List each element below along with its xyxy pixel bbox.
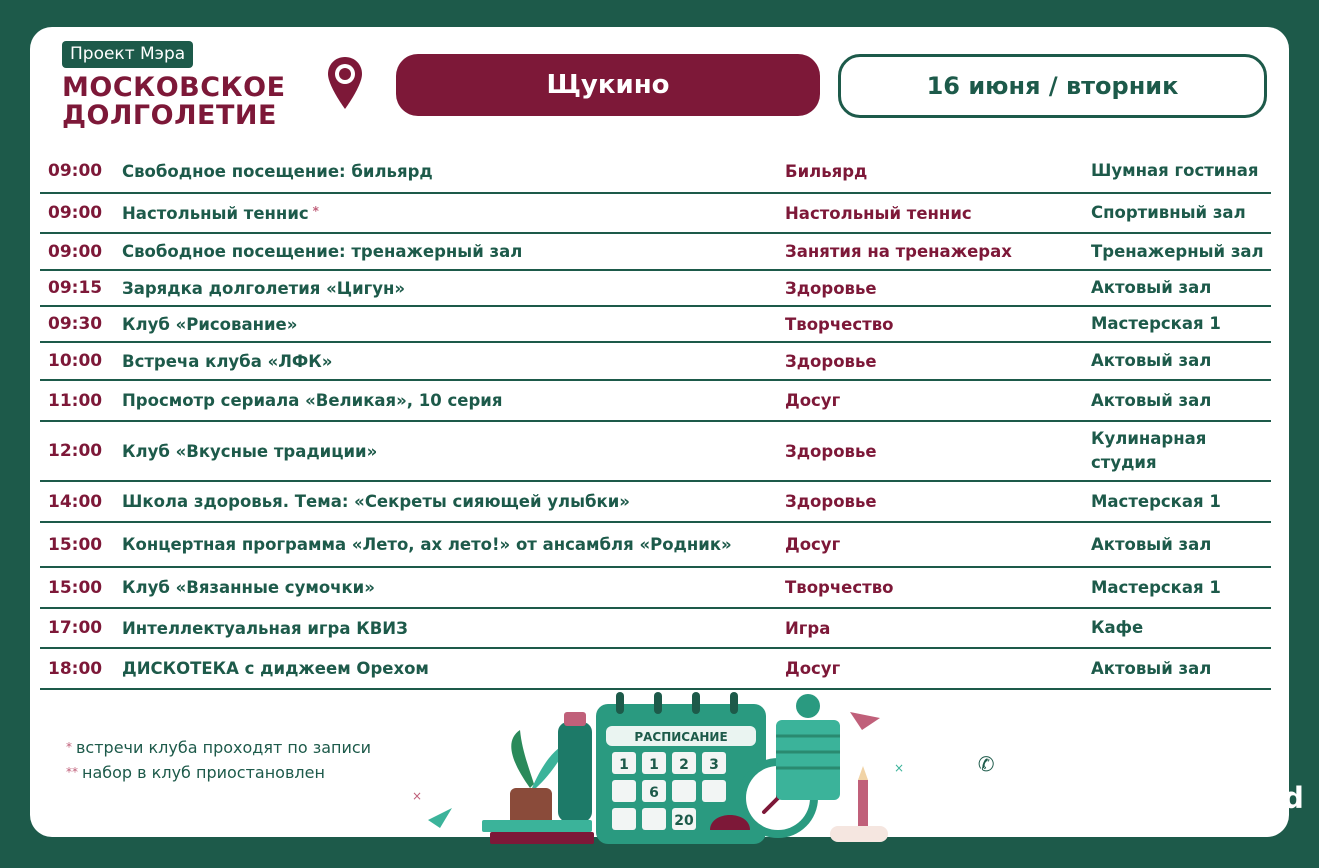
footnote-2: ** набор в клуб приостановлен: [66, 763, 325, 782]
event-category: Досуг: [785, 535, 841, 554]
calendar-cell: 1: [649, 757, 659, 773]
svg-text:×: ×: [894, 761, 905, 775]
phone-icon: ✆: [970, 747, 1002, 781]
event-room: Актовый зал: [1091, 390, 1212, 410]
schedule-row: [40, 234, 1271, 271]
event-title: Концертная программа «Лето, ах лето!» от ансамбля «Родник»: [122, 535, 732, 554]
date-pill: 16 июня / вторник: [838, 54, 1267, 118]
website-url: mos.ru/md: [1129, 781, 1304, 815]
event-category: Здоровье: [785, 351, 877, 371]
event-title: ДИСКОТЕКА с диджеем Орехом: [122, 659, 429, 678]
phone-number: +7 (495) 870 44 44: [1022, 730, 1285, 798]
schedule-row: [40, 343, 1271, 381]
schedule-illustration: [410, 680, 910, 850]
event-title: Интеллектуальная игра КВИЗ: [122, 618, 408, 638]
event-title: Встреча клуба «ЛФК»: [122, 351, 333, 371]
event-room: Мастерская 1: [1091, 577, 1221, 597]
schedule-row: [40, 194, 1271, 234]
schedule-table: [40, 150, 1271, 690]
website-link[interactable]: [1075, 780, 1304, 816]
event-room: Кулинарная студия: [1091, 429, 1207, 472]
calendar-cell: 2: [679, 757, 689, 773]
event-time: 18:00: [48, 658, 103, 679]
mayor-project-badge: Проект Мэра: [62, 41, 193, 68]
schedule-row: [40, 150, 1271, 194]
event-title: Клуб «Вязанные сумочки»: [122, 578, 375, 597]
event-category: Здоровье: [785, 441, 877, 461]
event-category: Здоровье: [785, 492, 877, 511]
event-category: Занятия на тренажерах: [785, 242, 1012, 261]
event-time: 15:00: [48, 577, 103, 598]
district-pill: Щукино: [396, 54, 820, 116]
event-time: 09:00: [48, 203, 103, 223]
brand-line-2: ДОЛГОЛЕТИЕ: [62, 100, 277, 131]
event-time: 15:00: [48, 534, 103, 555]
event-title: Просмотр сериала «Великая», 10 серия: [122, 391, 503, 410]
brand-logo: [62, 41, 286, 130]
event-title: Клуб «Рисование»: [122, 314, 298, 334]
event-title: Настольный теннис *: [122, 203, 319, 223]
location-pin-icon: [326, 55, 364, 111]
event-room: Спортивный зал: [1091, 203, 1246, 222]
schedule-row: [40, 609, 1271, 649]
event-time: 10:00: [48, 351, 103, 371]
registration-mark: *: [312, 203, 319, 218]
event-title: Клуб «Вкусные традиции»: [122, 441, 378, 461]
event-category: Бильярд: [785, 161, 868, 181]
event-time: 14:00: [48, 491, 103, 512]
event-time: 12:00: [48, 441, 103, 461]
event-title: Зарядка долголетия «Цигун»: [122, 278, 406, 298]
event-time: 09:00: [48, 241, 103, 262]
event-category: Досуг: [785, 659, 841, 678]
schedule-row: [40, 482, 1271, 523]
svg-text:×: ×: [412, 789, 423, 803]
event-room: Актовый зал: [1091, 351, 1212, 370]
footnote-1: * встречи клуба проходят по записи: [66, 738, 372, 757]
event-room: Кафе: [1091, 618, 1144, 637]
event-title: Свободное посещение: тренажерный зал: [122, 242, 523, 261]
globe-icon: [1075, 780, 1111, 816]
schedule-row: [40, 381, 1271, 422]
schedule-row: [40, 523, 1271, 568]
calendar-cell: 20: [674, 813, 694, 829]
event-room: Шумная гостиная: [1091, 161, 1259, 180]
event-category: Игра: [785, 618, 831, 638]
event-room: Актовый зал: [1091, 534, 1212, 554]
schedule-row: [40, 568, 1271, 609]
event-category: Творчество: [785, 578, 894, 597]
event-room: Мастерская 1: [1091, 314, 1221, 333]
brand-line-1: МОСКОВСКОЕ: [62, 72, 286, 103]
event-room: Актовый зал: [1091, 658, 1212, 678]
event-room: Тренажерный зал: [1091, 241, 1264, 261]
event-title: Свободное посещение: бильярд: [122, 161, 433, 181]
event-category: Настольный теннис: [785, 203, 972, 223]
schedule-row: [40, 422, 1271, 482]
event-time: 11:00: [48, 390, 103, 411]
event-time: 09:15: [48, 278, 103, 298]
event-room: Мастерская 1: [1091, 491, 1221, 511]
event-category: Досуг: [785, 391, 841, 410]
event-title: Школа здоровья. Тема: «Секреты сияющей улыбки»: [122, 492, 630, 511]
calendar-title: РАСПИСАНИЕ: [634, 730, 728, 744]
event-time: 17:00: [48, 618, 103, 638]
event-time: 09:30: [48, 314, 103, 334]
event-category: Здоровье: [785, 278, 877, 298]
event-time: 09:00: [48, 161, 103, 181]
calendar-cell: 6: [649, 785, 659, 801]
calendar-cell: 1: [619, 757, 629, 773]
footnotes: [66, 735, 371, 785]
event-room: Актовый зал: [1091, 278, 1212, 297]
schedule-row: [40, 307, 1271, 343]
event-category: Творчество: [785, 314, 894, 334]
schedule-row: [40, 271, 1271, 307]
calendar-cell: 3: [709, 757, 719, 773]
